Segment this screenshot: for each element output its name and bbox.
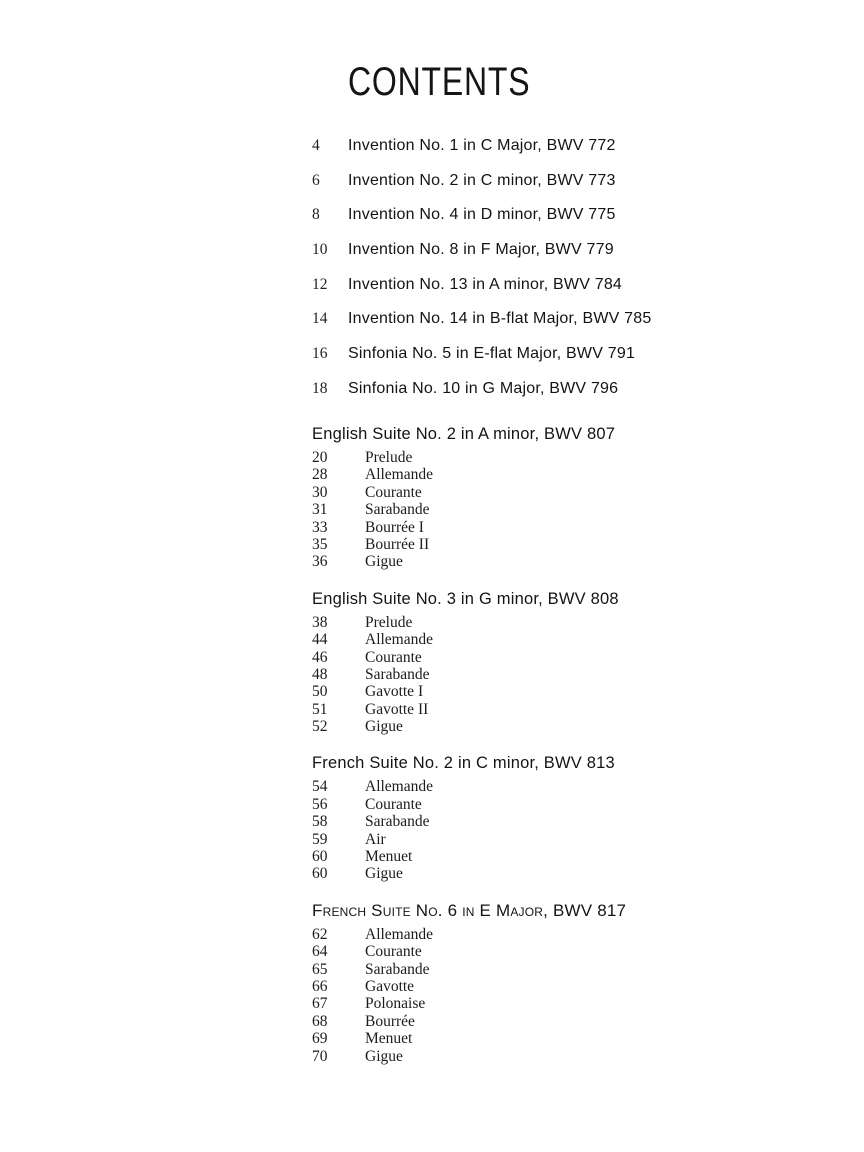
movement-name: Allemande bbox=[365, 466, 434, 484]
movement-name: Gavotte II bbox=[365, 700, 429, 718]
movement-page-number: 28 bbox=[312, 466, 328, 484]
movement-name: Air bbox=[365, 830, 386, 848]
movement-page-number: 66 bbox=[312, 977, 328, 995]
toc-entry bbox=[312, 137, 832, 172]
movement-row bbox=[312, 553, 832, 570]
entry-title: Sinfonia No. 10 in G Major, BWV 796 bbox=[348, 379, 619, 397]
movement-page-number: 33 bbox=[312, 518, 328, 536]
entry-page-number: 16 bbox=[312, 345, 328, 363]
movement-row bbox=[312, 536, 832, 553]
movement-name: Courante bbox=[365, 795, 422, 813]
entry-title: Invention No. 4 in D minor, BWV 775 bbox=[348, 206, 616, 224]
entry-title: Invention No. 13 in A minor, BWV 784 bbox=[348, 275, 623, 293]
movement-page-number: 35 bbox=[312, 535, 328, 553]
movement-name: Gavotte bbox=[365, 977, 415, 995]
suite-list bbox=[312, 424, 832, 1083]
toc-entry bbox=[312, 276, 832, 311]
toc-entry bbox=[312, 345, 832, 380]
toc-entry bbox=[312, 241, 832, 276]
movement-name: Courante bbox=[365, 943, 422, 961]
movement-name: Allemande bbox=[365, 631, 434, 649]
movement-name: Gigue bbox=[365, 1047, 403, 1065]
movement-page-number: 56 bbox=[312, 795, 328, 813]
movement-name: Allemande bbox=[365, 925, 434, 943]
movement-row bbox=[312, 778, 832, 795]
movement-page-number: 59 bbox=[312, 830, 328, 848]
movement-row bbox=[312, 484, 832, 501]
movement-name: Sarabande bbox=[365, 665, 430, 683]
movement-row bbox=[312, 1013, 832, 1030]
movement-page-number: 51 bbox=[312, 700, 328, 718]
movement-row bbox=[312, 848, 832, 865]
movement-row bbox=[312, 1048, 832, 1065]
movement-row bbox=[312, 926, 832, 943]
entry-title: Invention No. 8 in F Major, BWV 779 bbox=[348, 241, 614, 259]
entry-page-number: 10 bbox=[312, 241, 328, 259]
movement-name: Sarabande bbox=[365, 960, 430, 978]
toc-entry bbox=[312, 172, 832, 207]
movement-name: Gigue bbox=[365, 718, 403, 736]
movement-name: Gigue bbox=[365, 865, 403, 883]
movement-name: Bourrée I bbox=[365, 518, 424, 536]
movement-page-number: 30 bbox=[312, 483, 328, 501]
movement-row bbox=[312, 649, 832, 666]
movement-name: Allemande bbox=[365, 778, 434, 796]
suite-title: English Suite No. 3 in G minor, BWV 808 bbox=[312, 589, 619, 608]
movement-row bbox=[312, 718, 832, 735]
movement-page-number: 52 bbox=[312, 718, 328, 736]
suite-section bbox=[312, 753, 832, 882]
movement-name: Courante bbox=[365, 483, 422, 501]
movement-row bbox=[312, 519, 832, 536]
suite-title: French Suite No. 6 in E Major, BWV 817 bbox=[312, 900, 627, 920]
movement-name: Menuet bbox=[365, 848, 413, 866]
suite-title: French Suite No. 2 in C minor, BWV 813 bbox=[312, 754, 615, 773]
suite-section bbox=[312, 589, 832, 736]
single-entry-list bbox=[312, 137, 832, 415]
entry-page-number: 8 bbox=[312, 206, 320, 224]
movement-name: Menuet bbox=[365, 1030, 413, 1048]
movement-name: Sarabande bbox=[365, 813, 430, 831]
movement-name: Prelude bbox=[365, 613, 413, 631]
entry-page-number: 18 bbox=[312, 379, 328, 397]
movement-page-number: 70 bbox=[312, 1047, 328, 1065]
movement-row bbox=[312, 813, 832, 830]
movement-page-number: 54 bbox=[312, 778, 328, 796]
entry-page-number: 4 bbox=[312, 137, 320, 154]
movement-page-number: 50 bbox=[312, 683, 328, 701]
movement-row bbox=[312, 943, 832, 960]
movement-row bbox=[312, 831, 832, 848]
movement-name: Polonaise bbox=[365, 995, 426, 1013]
toc-entry bbox=[312, 206, 832, 241]
entry-title: Invention No. 14 in B-flat Major, BWV 785 bbox=[348, 310, 652, 328]
movement-row bbox=[312, 631, 832, 648]
movement-name: Gigue bbox=[365, 553, 403, 571]
movement-page-number: 31 bbox=[312, 501, 328, 519]
movement-row bbox=[312, 683, 832, 700]
movement-row bbox=[312, 701, 832, 718]
movement-row bbox=[312, 501, 832, 518]
movement-page-number: 62 bbox=[312, 925, 328, 943]
suite-section bbox=[312, 901, 832, 1065]
suite-section bbox=[312, 424, 832, 571]
movement-page-number: 20 bbox=[312, 449, 328, 466]
movement-list bbox=[312, 778, 832, 882]
movement-page-number: 68 bbox=[312, 1012, 328, 1030]
page-title: CONTENTS bbox=[348, 60, 531, 104]
movement-list bbox=[312, 449, 832, 571]
movement-name: Prelude bbox=[365, 449, 413, 466]
entry-page-number: 12 bbox=[312, 275, 328, 293]
movement-page-number: 38 bbox=[312, 613, 328, 631]
entry-title: Invention No. 1 in C Major, BWV 772 bbox=[348, 137, 616, 154]
entry-page-number: 6 bbox=[312, 171, 320, 189]
movement-row bbox=[312, 865, 832, 882]
movement-page-number: 58 bbox=[312, 813, 328, 831]
movement-page-number: 36 bbox=[312, 553, 328, 571]
suite-title: English Suite No. 2 in A minor, BWV 807 bbox=[312, 425, 616, 443]
movement-name: Sarabande bbox=[365, 501, 430, 519]
movement-row bbox=[312, 995, 832, 1012]
movement-row bbox=[312, 796, 832, 813]
movement-row bbox=[312, 614, 832, 631]
movement-page-number: 69 bbox=[312, 1030, 328, 1048]
entry-title: Invention No. 2 in C minor, BWV 773 bbox=[348, 171, 616, 189]
movement-name: Bourrée II bbox=[365, 535, 430, 553]
entry-title: Sinfonia No. 5 in E-flat Major, BWV 791 bbox=[348, 345, 636, 363]
movement-page-number: 48 bbox=[312, 665, 328, 683]
movement-list bbox=[312, 926, 832, 1065]
movement-row bbox=[312, 1030, 832, 1047]
movement-name: Bourrée bbox=[365, 1012, 415, 1030]
movement-page-number: 67 bbox=[312, 995, 328, 1013]
movement-row bbox=[312, 666, 832, 683]
movement-page-number: 64 bbox=[312, 943, 328, 961]
movement-page-number: 44 bbox=[312, 631, 328, 649]
movement-page-number: 60 bbox=[312, 865, 328, 883]
movement-row bbox=[312, 978, 832, 995]
movement-name: Courante bbox=[365, 648, 422, 666]
movement-page-number: 65 bbox=[312, 960, 328, 978]
movement-page-number: 60 bbox=[312, 848, 328, 866]
movement-page-number: 46 bbox=[312, 648, 328, 666]
movement-row bbox=[312, 466, 832, 483]
movement-list bbox=[312, 614, 832, 736]
movement-row bbox=[312, 961, 832, 978]
movement-row bbox=[312, 449, 832, 466]
movement-name: Gavotte I bbox=[365, 683, 424, 701]
entry-page-number: 14 bbox=[312, 310, 328, 328]
toc-entry bbox=[312, 310, 832, 345]
toc-entry bbox=[312, 380, 832, 415]
